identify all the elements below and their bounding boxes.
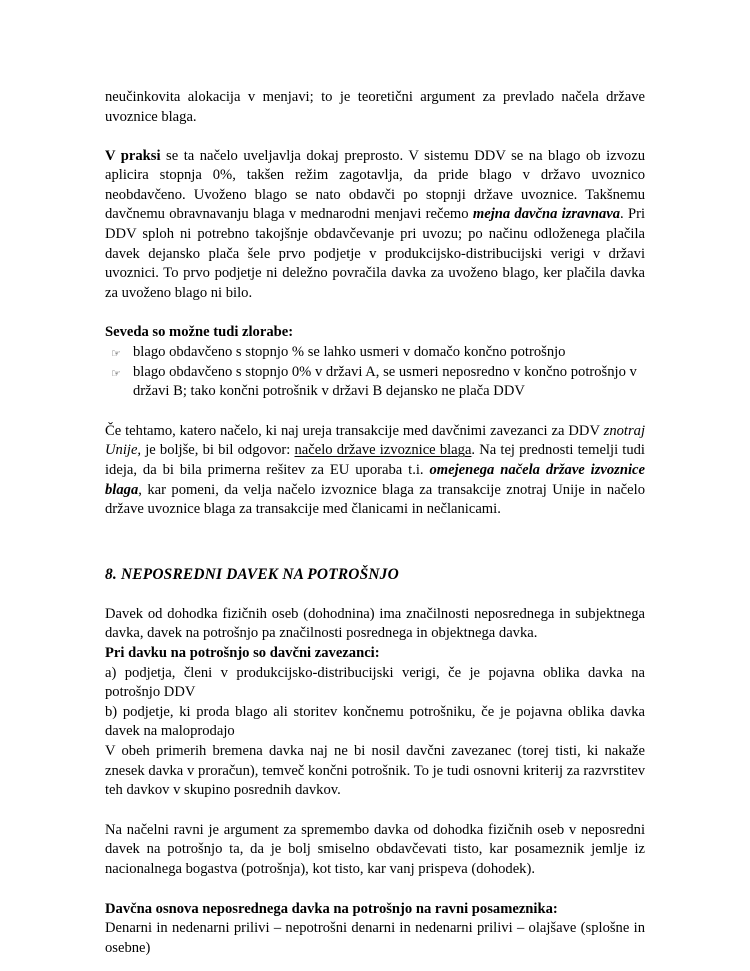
emphasis-znotraj-unije: znotraj Unije,: [105, 422, 645, 459]
emphasis-omejenega-nacela: omejenega načela države izvoznice blaga: [105, 462, 645, 498]
heading-zlorabe-text: Seveda so možne tudi zlorabe:: [105, 324, 294, 341]
paragraph-ce-tehtamo: [105, 422, 645, 520]
spacer: [105, 520, 645, 565]
spacer: [105, 880, 645, 900]
taxpayer-item-a-text: a) podjetja, členi v produkcijsko-distribucijski verigi, če je pojavna oblika davka na potrošnjo DDV: [105, 664, 645, 701]
taxpayer-item-b: [105, 703, 645, 742]
lead-bold-v-praksi: V praksi: [105, 147, 161, 164]
paragraph-denarni-prilivi: [105, 919, 645, 958]
heading-davcna-osnova-text: Davčna osnova neposrednega davka na potrošnjo na ravni posameznika:: [105, 900, 558, 917]
pointing-hand-icon: ☞: [111, 347, 121, 361]
paragraph-v-obeh-primerih-text: V obeh primerih bremena davka naj ne bi nosil davčni zavezanec (torej tisti, ki nakaže znesek davka v proračun), temveč končni potrošnik. To je tudi osnovni kriterij za razvrstitev teh davkov v skupino posrednih davkov.: [105, 742, 645, 799]
paragraph-dohodnina: [105, 605, 645, 644]
abuse-list: [105, 343, 645, 402]
list-item-label: blago obdavčeno s stopnjo 0% v državi A, se usmeri neposredno v končno potrošnjo v državi B; tako končni potrošnik v državi B dejansko ne plača DDV: [133, 363, 637, 400]
paragraph-ce-tehtamo-part-2: je boljše, bi bil odgovor:: [141, 442, 295, 459]
taxpayer-item-b-text: b) podjetje, ki proda blago ali storitev končnemu potrošniku, če je pojavna oblika davka davek na maloprodajo: [105, 703, 645, 740]
paragraph-na-nacelni-ravni-text: Na načelni ravni je argument za spremembo davka od dohodka fizičnih oseb v neposredni davek na potrošnjo ta, da je bolj smiselno obdavčevati tisto, kar posameznik jemlje iz nacionalnega bogastva (potrošnja), kot tisto, kar vanj prispeva (dohodek).: [105, 821, 645, 877]
list-item-label: blago obdavčeno s stopnjo % se lahko usmeri v domačo končno potrošnjo: [133, 344, 566, 361]
paragraph-ce-tehtamo-part-1: Če tehtamo, katero načelo, ki naj ureja transakcije med davčnimi zavezanci za DDV: [105, 422, 604, 439]
paragraph-na-nacelni-ravni: [105, 821, 645, 880]
page-title: 8. NEPOSREDNI DAVEK NA POTROŠNJO: [105, 565, 399, 583]
paragraph-intro-text: neučinkovita alokacija v menjavi; to je teoretični argument za prevlado načela države uvoznice blaga.: [105, 89, 645, 125]
list-item: [105, 363, 645, 402]
heading-davcni-zavezanci-text: Pri davku na potrošnjo so davčni zavezanci:: [105, 644, 380, 661]
pointing-hand-icon: ☞: [111, 366, 121, 380]
paragraph-v-praksi: [105, 147, 645, 304]
paragraph-ce-tehtamo-part-4: , kar pomeni, da velja načelo izvoznice blaga za transakcije znotraj Unije in načelo države uvoznice blaga za transakcije med članicami in nečlanicami.: [105, 481, 645, 518]
spacer: [105, 585, 645, 605]
heading-zlorabe: [105, 323, 645, 343]
emphasis-mejna-davcna-izravnava: mejna davčna izravnava: [472, 206, 621, 223]
list-item: [105, 343, 645, 363]
paragraph-v-praksi-part-2: . Pri DDV sploh ni potrebno takojšnje obdavčevanje pri uvozu; po načinu odloženega plačila davek dejansko plača šele prvo podjetje v produkcijsko-distribucijski verigi v državi uvoznici. To prvo podjetje ni deležno povračila davka za uvoženo blago, ker plačila davka za uvoženo blago ni bilo.: [105, 206, 645, 301]
paragraph-v-obeh-primerih: [105, 742, 645, 801]
paragraph-dohodnina-text: Davek od dohodka fizičnih oseb (dohodnina) ima značilnosti neposrednega in subjektnega davka, davek na potrošnjo pa značilnosti posrednega in objektnega davka.: [105, 605, 645, 642]
paragraph-intro: [105, 88, 645, 127]
heading-davcni-zavezanci: [105, 644, 645, 664]
heading-davcna-osnova: [105, 900, 645, 920]
spacer: [105, 402, 645, 422]
paragraph-ce-tehtamo-part-3: . Na tej prednosti temelji tudi ideja, da bi bila primerna rešitev za EU uporaba t.i.: [105, 442, 645, 478]
emphasis-nacelo-drzave-izvoznice-blaga: načelo države izvoznice blaga: [294, 442, 472, 459]
spacer: [105, 303, 645, 323]
paragraph-v-praksi-part-1: se ta načelo uveljavlja dokaj preprosto. V sistemu DDV se na blago ob izvozu aplicira stopnja 0%, takšen režim zagotavlja, da pride blago v državo uvoznico neobdavčeno. Uvoženo blago se nato obdavči po stopnji države uvoznice. Takšnemu davčnemu obravnavanju blaga v mednarodni menjavi rečemo: [105, 147, 645, 223]
taxpayer-item-a: [105, 664, 645, 703]
document-body: [105, 88, 645, 958]
spacer: [105, 127, 645, 147]
spacer: [105, 801, 645, 821]
paragraph-denarni-prilivi-text: Denarni in nedenarni prilivi – nepotrošni denarni in nedenarni prilivi – olajšave (splošne in osebne): [105, 920, 645, 956]
